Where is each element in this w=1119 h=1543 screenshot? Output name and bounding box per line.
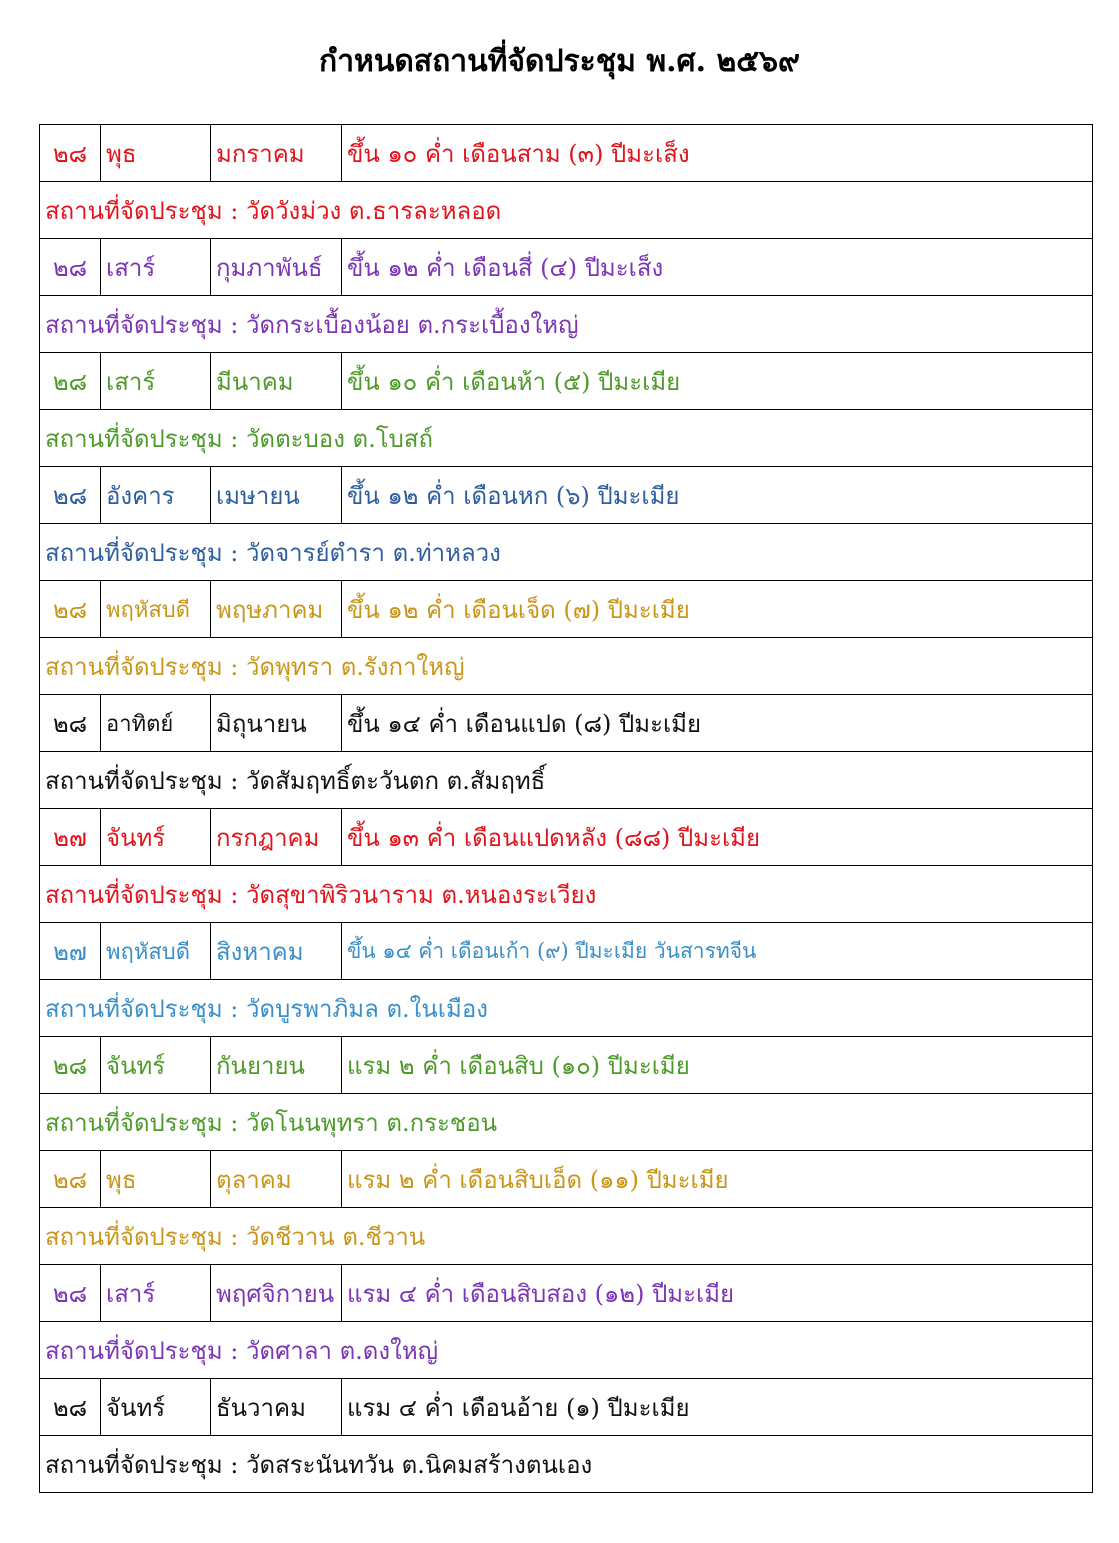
weekday-cell: พุธ bbox=[101, 1151, 211, 1208]
schedule-row bbox=[40, 809, 1093, 866]
venue-cell: สถานที่จัดประชุม : วัดชีวาน ต.ชีวาน bbox=[40, 1208, 1093, 1265]
month-cell: เมษายน bbox=[211, 467, 342, 524]
day-cell: ๒๘ bbox=[40, 581, 101, 638]
venue-cell: สถานที่จัดประชุม : วัดบูรพาภิมล ต.ในเมือง bbox=[40, 980, 1093, 1037]
day-cell: ๒๘ bbox=[40, 695, 101, 752]
schedule-row bbox=[40, 1379, 1093, 1436]
weekday-cell: จันทร์ bbox=[101, 809, 211, 866]
month-cell: สิงหาคม bbox=[211, 923, 342, 980]
schedule-row bbox=[40, 239, 1093, 296]
month-cell: มกราคม bbox=[211, 125, 342, 182]
lunar-date-cell: แรม ๒ ค่ำ เดือนสิบ (๑๐) ปีมะเมีย bbox=[342, 1037, 1093, 1094]
month-cell: พฤศจิกายน bbox=[211, 1265, 342, 1322]
weekday-cell: เสาร์ bbox=[101, 239, 211, 296]
schedule-row bbox=[40, 923, 1093, 980]
venue-cell: สถานที่จัดประชุม : วัดสัมฤทธิ์ตะวันตก ต.สัมฤทธิ์ bbox=[40, 752, 1093, 809]
day-cell: ๒๘ bbox=[40, 1265, 101, 1322]
month-cell: กรกฎาคม bbox=[211, 809, 342, 866]
day-cell: ๒๘ bbox=[40, 1037, 101, 1094]
month-cell: กุมภาพันธ์ bbox=[211, 239, 342, 296]
venue-cell: สถานที่จัดประชุม : วัดศาลา ต.ดงใหญ่ bbox=[40, 1322, 1093, 1379]
lunar-date-cell: ขึ้น ๑๒ ค่ำ เดือนสี่ (๔) ปีมะเส็ง bbox=[342, 239, 1093, 296]
venue-cell: สถานที่จัดประชุม : วัดกระเบื้องน้อย ต.กระเบื้องใหญ่ bbox=[40, 296, 1093, 353]
venue-row bbox=[40, 752, 1093, 809]
lunar-date-cell: ขึ้น ๑๐ ค่ำ เดือนสาม (๓) ปีมะเส็ง bbox=[342, 125, 1093, 182]
day-cell: ๒๘ bbox=[40, 1151, 101, 1208]
venue-cell: สถานที่จัดประชุม : วัดจารย์ตำรา ต.ท่าหลวง bbox=[40, 524, 1093, 581]
day-cell: ๒๗ bbox=[40, 923, 101, 980]
day-cell: ๒๘ bbox=[40, 1379, 101, 1436]
lunar-date-cell: ขึ้น ๑๒ ค่ำ เดือนเจ็ด (๗) ปีมะเมีย bbox=[342, 581, 1093, 638]
month-cell: มีนาคม bbox=[211, 353, 342, 410]
lunar-date-cell: แรม ๔ ค่ำ เดือนสิบสอง (๑๒) ปีมะเมีย bbox=[342, 1265, 1093, 1322]
weekday-cell: อังคาร bbox=[101, 467, 211, 524]
lunar-date-cell: ขึ้น ๑๔ ค่ำ เดือนเก้า (๙) ปีมะเมีย วันสารทจีน bbox=[342, 923, 1093, 980]
venue-row bbox=[40, 1208, 1093, 1265]
lunar-date-cell: ขึ้น ๑๒ ค่ำ เดือนหก (๖) ปีมะเมีย bbox=[342, 467, 1093, 524]
meeting-schedule-table bbox=[39, 124, 1093, 1493]
day-cell: ๒๘ bbox=[40, 239, 101, 296]
venue-row bbox=[40, 182, 1093, 239]
lunar-date-cell: แรม ๔ ค่ำ เดือนอ้าย (๑) ปีมะเมีย bbox=[342, 1379, 1093, 1436]
venue-row bbox=[40, 866, 1093, 923]
venue-row bbox=[40, 296, 1093, 353]
venue-row bbox=[40, 410, 1093, 467]
schedule-row bbox=[40, 125, 1093, 182]
lunar-date-cell: ขึ้น ๑๔ ค่ำ เดือนแปด (๘) ปีมะเมีย bbox=[342, 695, 1093, 752]
weekday-cell: พุธ bbox=[101, 125, 211, 182]
venue-cell: สถานที่จัดประชุม : วัดสระนันทวัน ต.นิคมสร้างตนเอง bbox=[40, 1436, 1093, 1493]
month-cell: ธันวาคม bbox=[211, 1379, 342, 1436]
venue-cell: สถานที่จัดประชุม : วัดพุทรา ต.รังกาใหญ่ bbox=[40, 638, 1093, 695]
schedule-row bbox=[40, 467, 1093, 524]
venue-row bbox=[40, 524, 1093, 581]
day-cell: ๒๘ bbox=[40, 353, 101, 410]
weekday-cell: จันทร์ bbox=[101, 1037, 211, 1094]
schedule-row bbox=[40, 1037, 1093, 1094]
schedule-row bbox=[40, 695, 1093, 752]
weekday-cell: อาทิตย์ bbox=[101, 695, 211, 752]
month-cell: พฤษภาคม bbox=[211, 581, 342, 638]
weekday-cell: เสาร์ bbox=[101, 1265, 211, 1322]
day-cell: ๒๘ bbox=[40, 467, 101, 524]
lunar-date-cell: ขึ้น ๑๓ ค่ำ เดือนแปดหลัง (๘๘) ปีมะเมีย bbox=[342, 809, 1093, 866]
schedule-row bbox=[40, 581, 1093, 638]
venue-row bbox=[40, 980, 1093, 1037]
month-cell: มิถุนายน bbox=[211, 695, 342, 752]
weekday-cell: พฤหัสบดี bbox=[101, 923, 211, 980]
venue-cell: สถานที่จัดประชุม : วัดสุขาพิริวนาราม ต.หนองระเวียง bbox=[40, 866, 1093, 923]
schedule-row bbox=[40, 353, 1093, 410]
day-cell: ๒๘ bbox=[40, 125, 101, 182]
lunar-date-cell: แรม ๒ ค่ำ เดือนสิบเอ็ด (๑๑) ปีมะเมีย bbox=[342, 1151, 1093, 1208]
day-cell: ๒๗ bbox=[40, 809, 101, 866]
weekday-cell: จันทร์ bbox=[101, 1379, 211, 1436]
venue-row bbox=[40, 638, 1093, 695]
schedule-row bbox=[40, 1265, 1093, 1322]
venue-cell: สถานที่จัดประชุม : วัดวังม่วง ต.ธารละหลอด bbox=[40, 182, 1093, 239]
weekday-cell: เสาร์ bbox=[101, 353, 211, 410]
lunar-date-cell: ขึ้น ๑๐ ค่ำ เดือนห้า (๕) ปีมะเมีย bbox=[342, 353, 1093, 410]
page-title: กำหนดสถานที่จัดประชุม พ.ศ. ๒๕๖๙ bbox=[319, 44, 800, 79]
venue-row bbox=[40, 1094, 1093, 1151]
month-cell: กันยายน bbox=[211, 1037, 342, 1094]
weekday-cell: พฤหัสบดี bbox=[101, 581, 211, 638]
venue-cell: สถานที่จัดประชุม : วัดตะบอง ต.โบสถ์ bbox=[40, 410, 1093, 467]
venue-row bbox=[40, 1436, 1093, 1493]
month-cell: ตุลาคม bbox=[211, 1151, 342, 1208]
venue-cell: สถานที่จัดประชุม : วัดโนนพุทรา ต.กระชอน bbox=[40, 1094, 1093, 1151]
schedule-row bbox=[40, 1151, 1093, 1208]
venue-row bbox=[40, 1322, 1093, 1379]
